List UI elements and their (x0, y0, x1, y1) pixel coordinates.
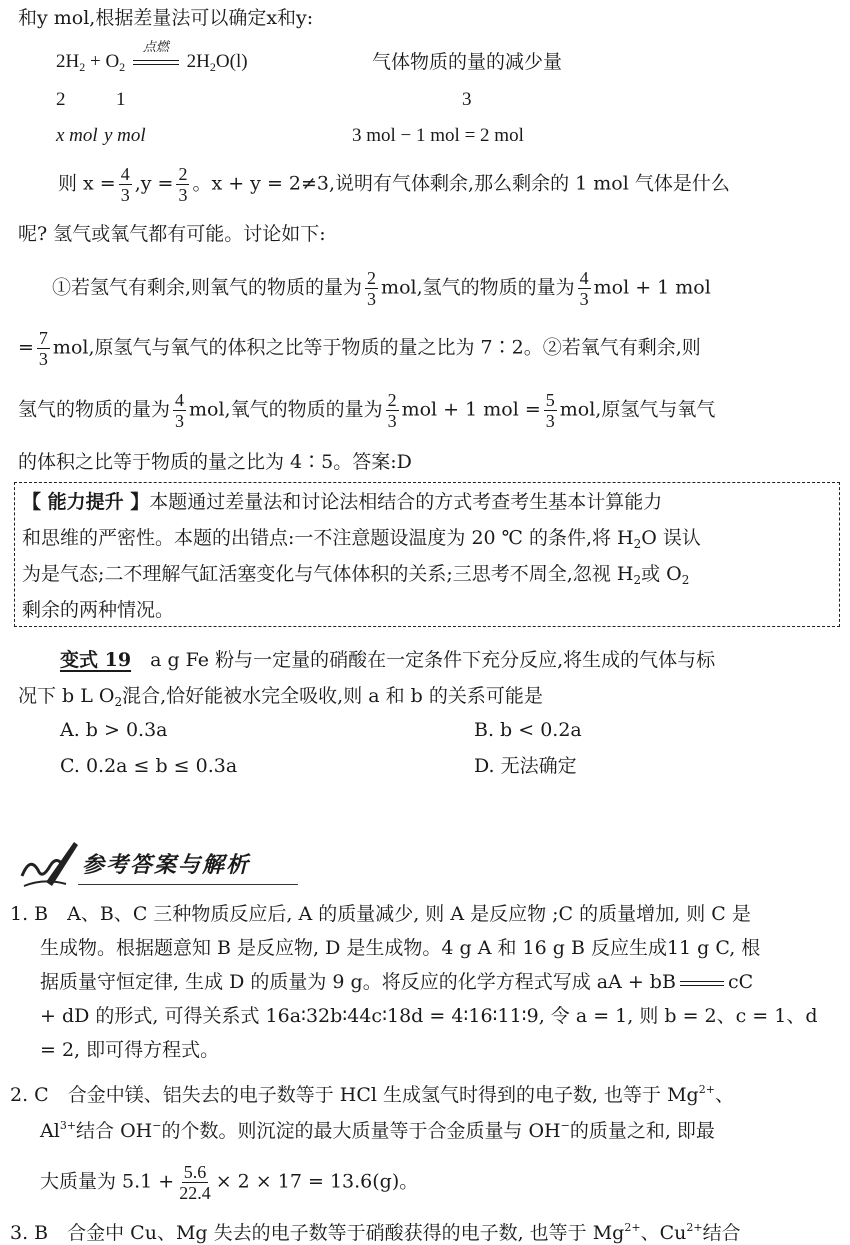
var-y: y mol (104, 125, 146, 146)
reduction-value: 3 mol − 1 mol = 2 mol (352, 125, 524, 146)
answer-line: = 2, 即可得方程式。 (40, 1039, 220, 1061)
equation-label: 气体物质的量的减少量 (372, 51, 563, 73)
coef-h2: 2 (56, 89, 66, 110)
answer-line: 1. B A、B、C 三种物质反应后, A 的质量减少, 则 A 是反应物 ;C 的质量增加, 则 C 是 (10, 903, 751, 925)
question-line: 变式 19 a g Fe 粉与一定量的硝酸在一定条件下充分反应,将生成的气体与标 (60, 649, 716, 671)
box-tag: 【 能力提升 】 (22, 491, 150, 513)
title-underline (78, 884, 298, 885)
reaction-condition: 点燃 (142, 39, 169, 54)
reaction-arrow (130, 39, 182, 74)
paragraph-line: ①若氢气有剩余,则氧气的物质的量为 $\frac{2}{3}$ mol,氢气的物质的量为 $\frac{4}{3}$ mol + 1 mol (52, 268, 711, 309)
subscript: 2 (79, 60, 86, 74)
box-line: 为是气态;二不理解气缸活塞变化与气体体积的关系;三思考不周全,忽视 $H_2$或 $O_2$ (22, 563, 690, 587)
coef-reduction: 3 (462, 89, 472, 110)
fraction: $\frac{4}{3}$ (579, 268, 589, 309)
answer-line: 生成物。根据题意知 B 是反应物, D 是生成物。4 g A 和 16 g B 反应生成11 g C, 根 (40, 937, 761, 959)
question-label: 变式 19 (60, 649, 132, 671)
box-line: 和思维的严密性。本题的出错点:一不注意题设温度为 20 ℃ 的条件,将 $H_2O$ 误认 (22, 527, 701, 551)
option-c[interactable]: C. 0.2a ≤ b ≤ 0.3a (60, 755, 238, 777)
answer-line: 据质量守恒定律, 生成 D 的质量为 9 g。将反应的化学方程式写成 aA + bB cC (40, 971, 754, 993)
question-line: 况下 b L $O_2$混合,恰好能被水完全吸收,则 a 和 b 的关系可能是 (18, 685, 543, 709)
subscript: 2 (119, 60, 126, 74)
coef-o2: 1 (116, 89, 126, 110)
fraction: $\frac{5}{3}$ (545, 390, 555, 431)
option-d[interactable]: D. 无法确定 (474, 755, 577, 777)
answer-line: 大质量为 5.1 + $\frac{5.6}{22.4}$ × 2 × 17 = 13.6(g)。 (40, 1162, 419, 1203)
answer-line: + dD 的形式, 可得关系式 16a∶32b∶44c∶18d = 4∶16∶11∶9, 令 a = 1, 则 b = 2、c = 1、d (40, 1005, 818, 1027)
paragraph-line: = $\frac{7}{3}$ mol,原氢气与氧气的体积之比等于物质的量之比为 7∶2。②若氧气有剩余,则 (18, 328, 701, 369)
answer-line: 3. B 合金中 Cu、Mg 失去的电子数等于硝酸获得的电子数, 也等于 $Mg^{2+}$、$Cu^{2+}$结合 (10, 1221, 741, 1244)
text-line: 和y mol,根据差量法可以确定x和y: (18, 7, 314, 29)
paragraph-line: 的体积之比等于物质的量之比为 4∶5。答案:D (18, 451, 412, 473)
reactant-h2: 2H (56, 51, 80, 72)
fraction: $\frac{7}{3}$ (38, 328, 48, 369)
equals-arrow (680, 981, 724, 986)
fraction: $\frac{2}{3}$ (367, 268, 377, 309)
answer-line: $Al^{3+}$结合 OH−的个数。则沉淀的最大质量等于合金质量与 OH−的质量之和, 即最 (40, 1119, 715, 1142)
box-line: 【 能力提升 】本题通过差量法和讨论法相结合的方式考查考生基本计算能力 (22, 491, 663, 513)
box-line: 剩余的两种情况。 (22, 599, 175, 621)
product-state: O(l) (215, 51, 248, 72)
option-b[interactable]: B. b < 0.2a (474, 719, 582, 741)
paragraph-line: 呢? 氢气或氧气都有可能。讨论如下: (18, 223, 326, 245)
fraction: $\frac{4}{3}$ (120, 164, 130, 205)
pen-icon (16, 836, 80, 892)
section-title: 参考答案与解析 (82, 852, 251, 878)
fraction: $\frac{2}{3}$ (387, 390, 397, 431)
fraction: $\frac{5.6}{22.4}$ (179, 1162, 211, 1203)
option-a[interactable]: A. b > 0.3a (60, 719, 168, 741)
reactant-o2: + O (85, 51, 120, 72)
paragraph-line: 则 x = $\frac{4}{3}$ ,y = $\frac{2}{3}$ 。x + y = 2≠3,说明有气体剩余,那么剩余的 1 mol 气体是什么 (58, 164, 730, 205)
answer-line: 2. C 合金中镁、铝失去的电子数等于 HCl 生成氢气时得到的电子数, 也等于 $Mg^{2+}$、 (10, 1083, 734, 1106)
paragraph-line: 氢气的物质的量为 $\frac{4}{3}$ mol,氧气的物质的量为 $\frac{2}{3}$ mol + 1 mol = $\frac{5}{3}$ mol,原氢气与氧气 (18, 390, 716, 431)
fraction: $\frac{4}{3}$ (175, 390, 185, 431)
fraction: $\frac{2}{3}$ (178, 164, 188, 205)
var-x: x mol (56, 125, 98, 146)
subscript: 2 (209, 60, 216, 74)
product: 2H (186, 51, 210, 72)
